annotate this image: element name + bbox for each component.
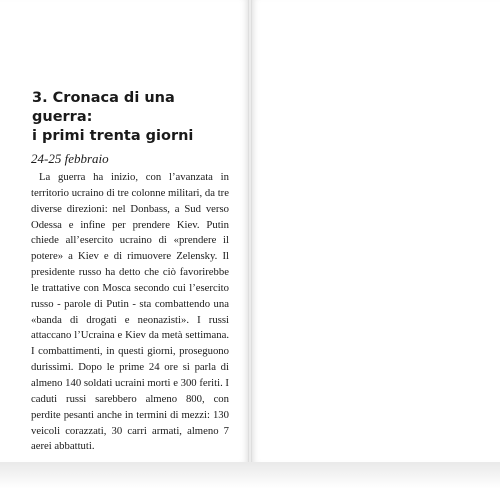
section-date-24-25-febbraio: 24-25 febbraio [31,151,109,166]
page-bottom-shadow [0,462,500,500]
section-text-24-25-febbraio: La guerra ha inizio, con l’avanzata in territorio ucraino di tre colonne militari, da tre diverse direzioni: nel Donbass, a Sud verso Odessa e infine per prendere Kiev. Putin chiede all’esercito ucraino di «prendere il potere» a Kiev e di rimuovere Zelensky. Il presidente russo ha detto che ciò favorirebbe le trattative con Mosca secondo cui l’esercito russo - parole di Putin - sta combattendo una «banda di drogati e neonazisti». I russi attaccano l’Ucraina e Kiev da metà settimana. I combattimenti, in questi giorni, proseguono durissimi. Dopo le prime 24 ore si parla di almeno 140 soldati ucraini morti e 300 feriti. I caduti russi sarebbero almeno 800, con perdite pesanti anche in termini di mezzi: 130 veicoli corazzati, 30 carri armati, almeno 7 aerei abbattuti. [31,171,229,453]
chapter-title: 3. Cronaca di una guerra: i primi trenta giorni [32,90,194,144]
left-page [0,0,248,462]
right-page [252,0,500,462]
